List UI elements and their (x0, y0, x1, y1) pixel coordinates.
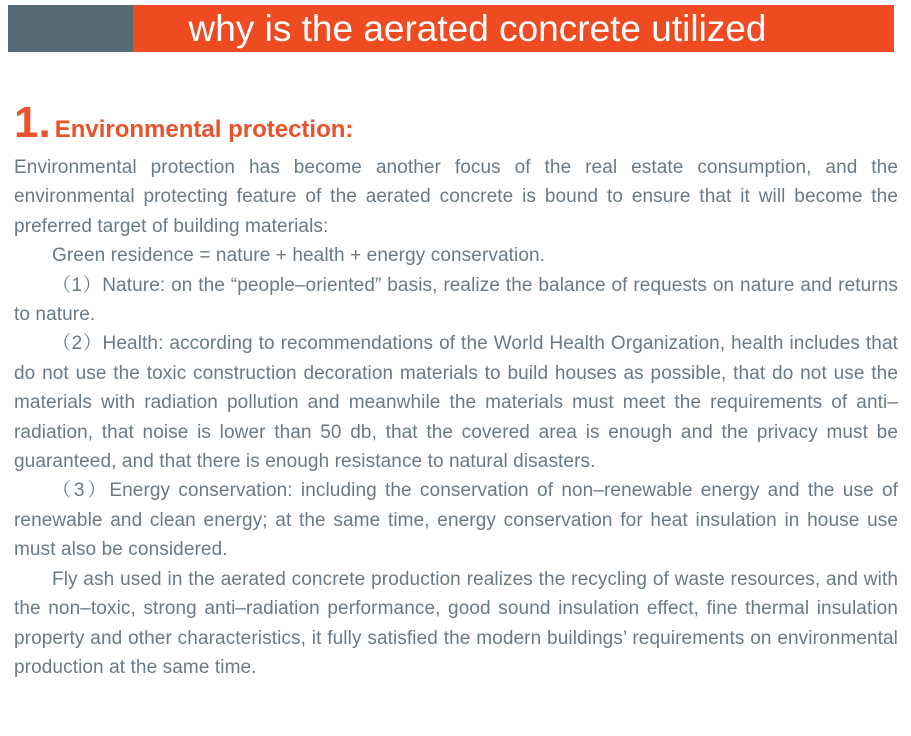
page-title: why is the aerated concrete utilized (188, 8, 767, 49)
paragraph: Environmental protection has become another focus of the real estate consumption, and the environmental protecting feature of the aerated concrete is bound to ensure that it will become the preferred target of building materials: (14, 157, 898, 237)
page-header (8, 5, 894, 52)
paragraph: Fly ash used in the aerated concrete production realizes the recycling of waste resources, and with the non–toxic, strong anti–radiation performance, good sound insulation effect, fine thermal insulation property and other characteristics, it fully satisfied the modern buildings’ requirements on environmental production at the same time. (14, 568, 898, 678)
paragraph: （3）Energy conservation: including the conservation of non–renewable energy and the use of renewable and clean energy; at the same time, energy conservation for heat insulation in house use must also be considered. (14, 480, 898, 561)
header-banner (133, 5, 894, 52)
header-accent-block (8, 5, 133, 52)
paragraph: Green residence = nature + health + energy conservation. (52, 245, 546, 267)
paragraph: （1）Nature: on the “people–oriented” basis, realize the balance of requests on nature and returns to nature. (14, 274, 898, 326)
paragraphs (14, 153, 898, 682)
paragraph: （2）Health: according to recommendations of the World Health Organization, health includes that do not use the toxic construction decoration materials to build houses as possible, that do not use the materials with radiation pollution and meanwhile the materials must meet the requirements of anti–radiation, that noise is lower than 50 db, that the covered area is enough and the privacy must be guaranteed, and that there is enough resistance to natural disasters. (14, 333, 898, 473)
section-heading (14, 100, 898, 153)
section-title: Environmental protection: (54, 116, 354, 143)
document-body (0, 52, 911, 682)
section-number: 1. (14, 98, 51, 147)
